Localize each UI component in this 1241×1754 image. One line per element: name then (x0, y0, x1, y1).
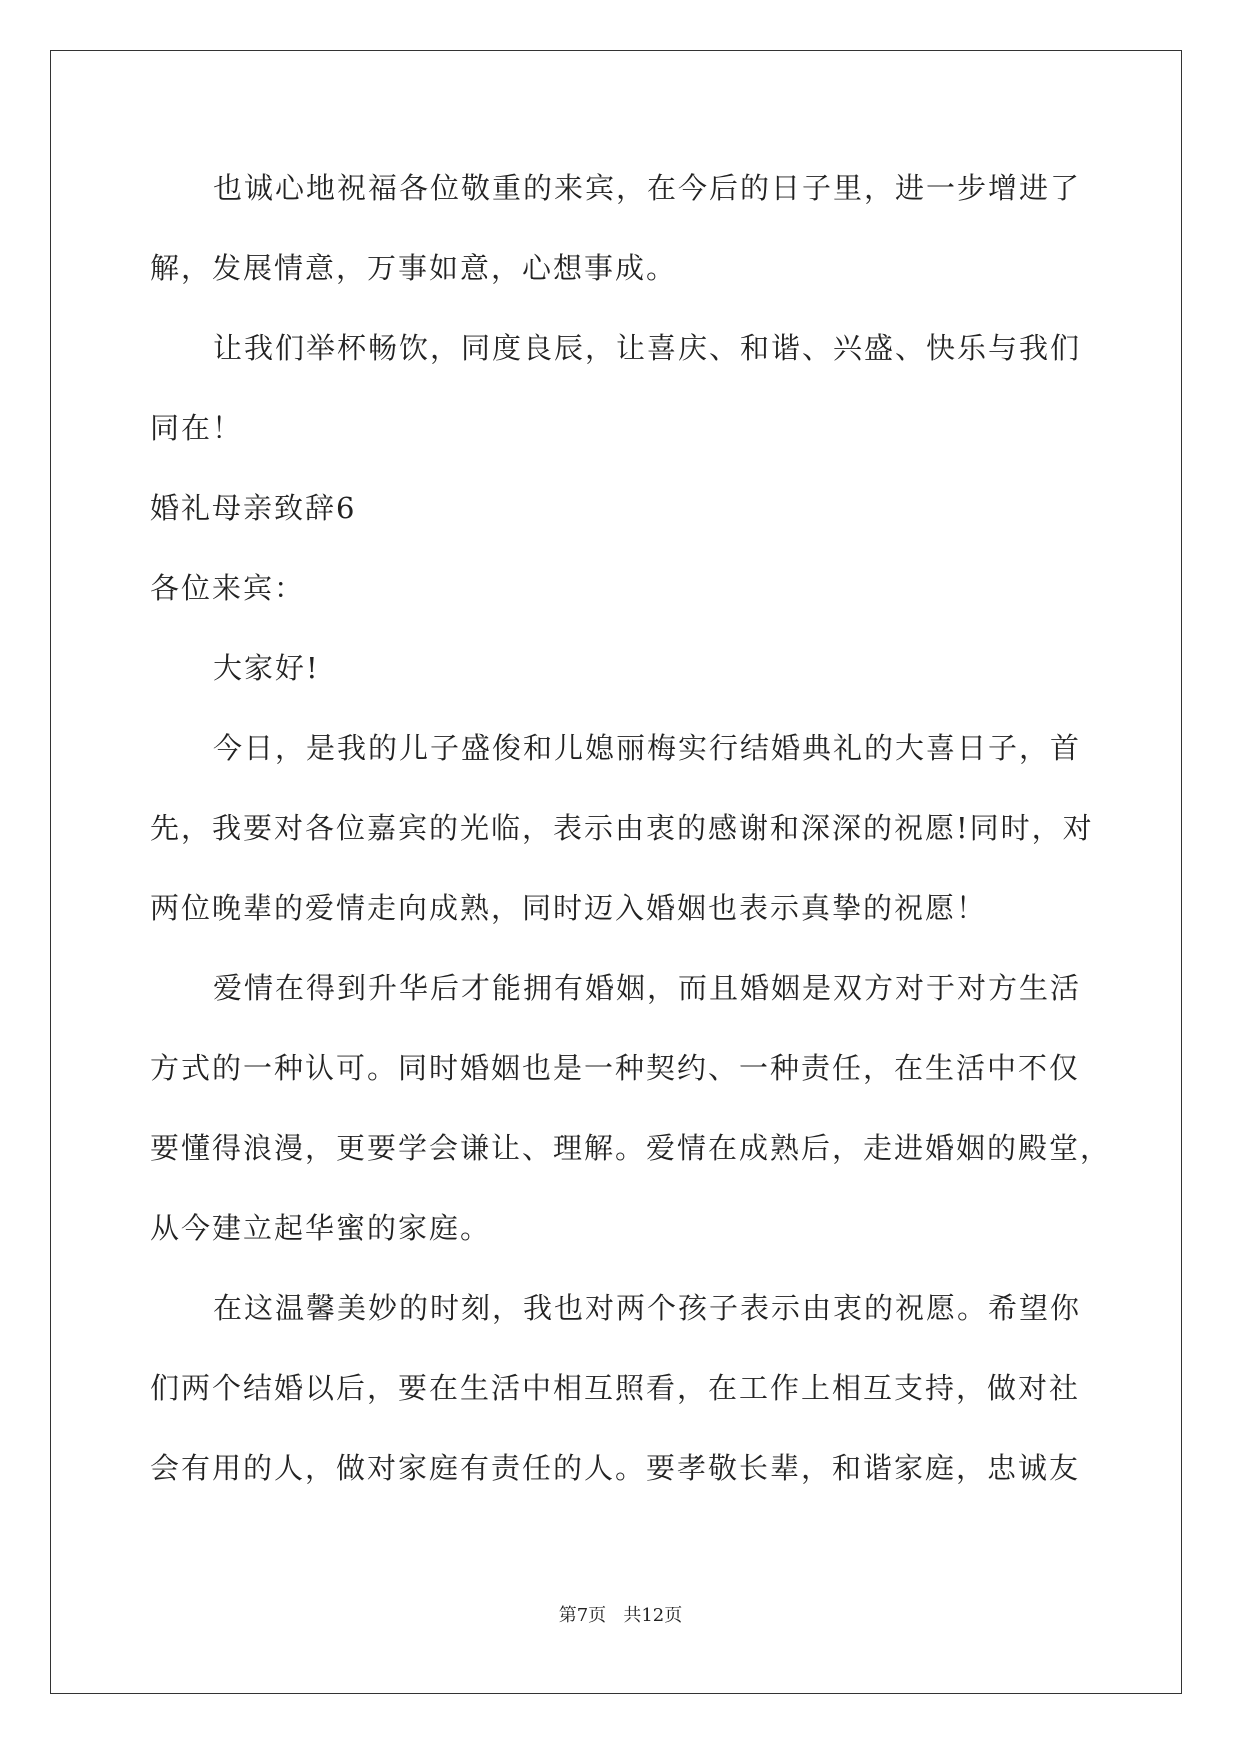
paragraph-line: 也诚心地祝福各位敬重的来宾，在今后的日子里，进一步增进了 (213, 171, 1082, 205)
salutation: 各位来宾： (150, 571, 306, 605)
paragraph-line: 在这温馨美妙的时刻，我也对两个孩子表示由衷的祝愿。希望你 (213, 1291, 1082, 1325)
paragraph-line: 两位晚辈的爱情走向成熟，同时迈入婚姻也表示真挚的祝愿！ (150, 891, 988, 925)
page-number-footer: 第7页 共12页 (558, 1605, 683, 1626)
paragraph-line: 解，发展情意，万事如意，心想事成。 (150, 251, 678, 285)
paragraph-line: 让我们举杯畅饮，同度良辰，让喜庆、和谐、兴盛、快乐与我们 (213, 331, 1082, 365)
paragraph-line: 要懂得浪漫，更要学会谦让、理解。爱情在成熟后，走进婚姻的殿堂， (150, 1131, 1112, 1165)
paragraph-line: 爱情在得到升华后才能拥有婚姻，而且婚姻是双方对于对方生活 (213, 971, 1082, 1005)
greeting: 大家好! (213, 651, 320, 685)
paragraph-line: 今日，是我的儿子盛俊和儿媳丽梅实行结婚典礼的大喜日子，首 (213, 731, 1082, 765)
paragraph-line: 从今建立起华蜜的家庭。 (150, 1211, 492, 1245)
section-title: 婚礼母亲致辞6 (150, 491, 357, 525)
paragraph-line: 会有用的人，做对家庭有责任的人。要孝敬长辈，和谐家庭，忠诚友 (150, 1451, 1081, 1485)
paragraph-line: 们两个结婚以后，要在生活中相互照看，在工作上相互支持，做对社 (150, 1371, 1081, 1405)
paragraph-line: 先，我要对各位嘉宾的光临，表示由衷的感谢和深深的祝愿!同时，对 (150, 811, 1094, 845)
paragraph-line: 同在！ (150, 411, 244, 445)
paragraph-line: 方式的一种认可。同时婚姻也是一种契约、一种责任，在生活中不仅 (150, 1051, 1081, 1085)
